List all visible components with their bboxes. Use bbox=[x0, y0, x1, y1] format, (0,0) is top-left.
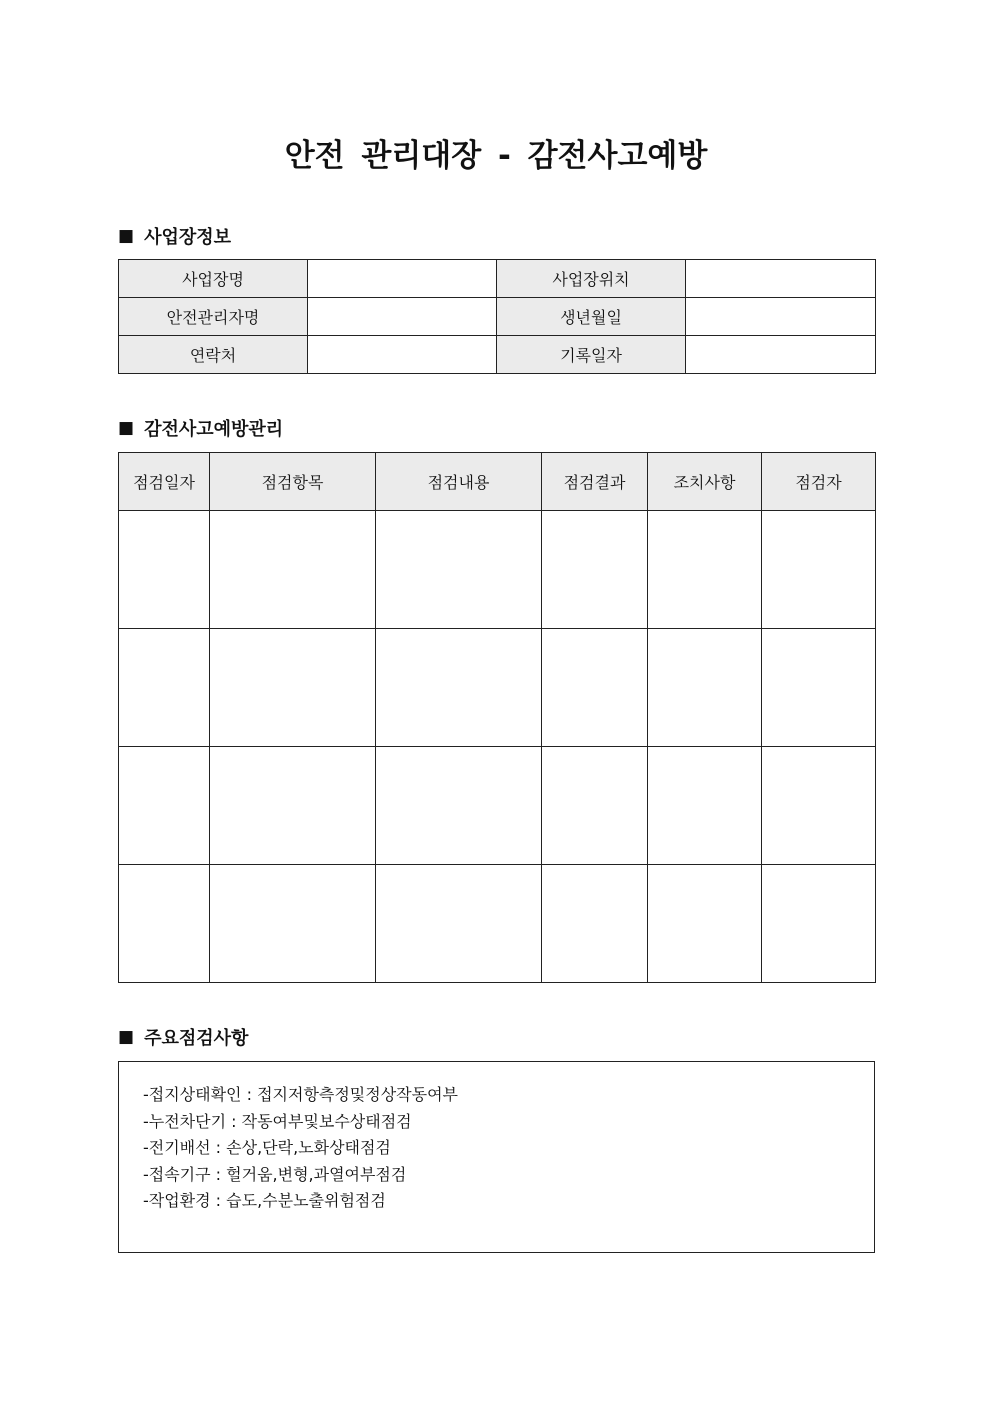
table-row bbox=[119, 865, 876, 983]
list-item: -작업환경 : 습도,수분노출위험점검 bbox=[143, 1191, 386, 1210]
black-square-icon: ■ bbox=[118, 226, 135, 246]
checklist-list bbox=[119, 1062, 874, 1215]
table-cell[interactable] bbox=[762, 747, 876, 865]
prevention-log-table bbox=[118, 452, 876, 983]
column-header-action-taken: 조치사항 bbox=[648, 453, 762, 511]
checklist-heading-label: 주요점검사항 bbox=[144, 1028, 249, 1049]
record-date-value[interactable] bbox=[686, 336, 876, 374]
site-info-row bbox=[119, 298, 876, 336]
site-name-value[interactable] bbox=[308, 260, 497, 298]
record-date-label: 기록일자 bbox=[497, 336, 686, 374]
site-info-row bbox=[119, 336, 876, 374]
table-cell[interactable] bbox=[119, 629, 210, 747]
site-name-label: 사업장명 bbox=[119, 260, 308, 298]
table-cell[interactable] bbox=[210, 511, 376, 629]
table-cell[interactable] bbox=[648, 511, 762, 629]
list-item: -전기배선 : 손상,단락,노화상태점검 bbox=[143, 1138, 391, 1157]
birth-date-value[interactable] bbox=[686, 298, 876, 336]
table-row bbox=[119, 747, 876, 865]
table-cell[interactable] bbox=[210, 629, 376, 747]
safety-manager-label: 안전관리자명 bbox=[119, 298, 308, 336]
table-cell[interactable] bbox=[119, 865, 210, 983]
black-square-icon: ■ bbox=[118, 418, 135, 438]
column-header-inspection-item: 점검항목 bbox=[210, 453, 376, 511]
prevention-heading bbox=[118, 415, 283, 441]
column-header-inspection-content: 점검내용 bbox=[376, 453, 542, 511]
table-cell[interactable] bbox=[119, 511, 210, 629]
table-cell[interactable] bbox=[762, 511, 876, 629]
black-square-icon: ■ bbox=[118, 1027, 135, 1047]
column-header-inspection-date: 점검일자 bbox=[119, 453, 210, 511]
checklist-box bbox=[118, 1061, 875, 1253]
table-cell[interactable] bbox=[648, 629, 762, 747]
table-cell[interactable] bbox=[376, 511, 542, 629]
site-location-label: 사업장위치 bbox=[497, 260, 686, 298]
birth-date-label: 생년월일 bbox=[497, 298, 686, 336]
table-cell[interactable] bbox=[648, 865, 762, 983]
table-row bbox=[119, 511, 876, 629]
list-item: -누전차단기 : 작동여부및보수상태점검 bbox=[143, 1111, 412, 1131]
column-header-inspector: 점검자 bbox=[762, 453, 876, 511]
table-cell[interactable] bbox=[542, 511, 648, 629]
contact-value[interactable] bbox=[308, 336, 497, 374]
site-info-heading bbox=[118, 223, 231, 249]
site-info-table bbox=[118, 259, 876, 374]
list-item: -접지상태확인 : 접지저항측정및정상작동여부 bbox=[143, 1085, 459, 1104]
table-cell[interactable] bbox=[210, 747, 376, 865]
table-cell[interactable] bbox=[542, 629, 648, 747]
table-cell[interactable] bbox=[376, 865, 542, 983]
table-cell[interactable] bbox=[119, 747, 210, 865]
list-item: -접속기구 : 헐거움,변형,과열여부점검 bbox=[143, 1164, 407, 1184]
site-info-row bbox=[119, 260, 876, 298]
table-header-row bbox=[119, 453, 876, 511]
table-cell[interactable] bbox=[762, 865, 876, 983]
prevention-heading-label: 감전사고예방관리 bbox=[144, 419, 284, 440]
page-title: 안전 관리대장 - 감전사고예방 bbox=[284, 138, 708, 174]
checklist-heading bbox=[118, 1024, 248, 1050]
safety-manager-value[interactable] bbox=[308, 298, 497, 336]
table-cell[interactable] bbox=[210, 865, 376, 983]
table-cell[interactable] bbox=[542, 865, 648, 983]
table-cell[interactable] bbox=[648, 747, 762, 865]
site-info-heading-label: 사업장정보 bbox=[144, 227, 232, 248]
table-cell[interactable] bbox=[542, 747, 648, 865]
table-row bbox=[119, 629, 876, 747]
contact-label: 연락처 bbox=[119, 336, 308, 374]
column-header-inspection-result: 점검결과 bbox=[542, 453, 648, 511]
table-cell[interactable] bbox=[762, 629, 876, 747]
site-location-value[interactable] bbox=[686, 260, 876, 298]
table-cell[interactable] bbox=[376, 629, 542, 747]
table-cell[interactable] bbox=[376, 747, 542, 865]
